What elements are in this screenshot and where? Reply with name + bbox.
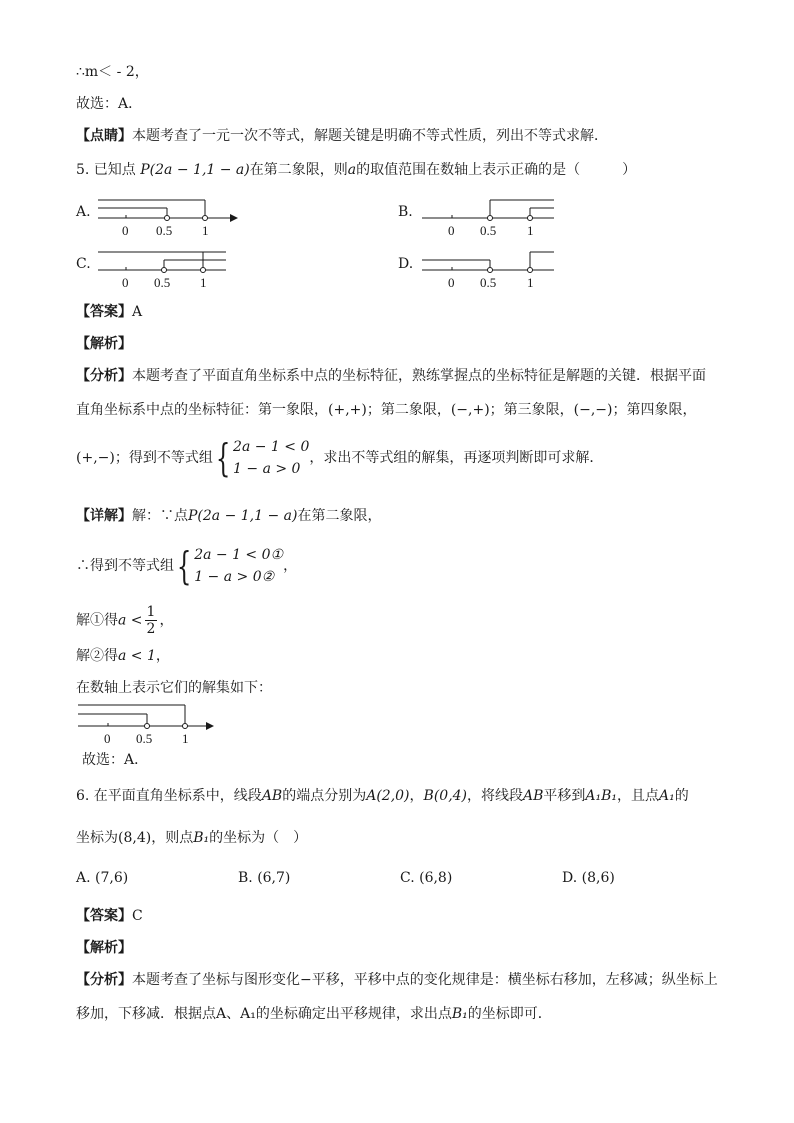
q6-stem-line2: [76, 828, 307, 848]
answer-tag: 【答案】: [76, 908, 132, 924]
comment-text: 本题考查了一元一次不等式，解题关键是明确不等式性质，列出不等式求解．: [132, 128, 608, 144]
q5-stem-end: 的取值范围在数轴上表示正确的是（ ）: [356, 162, 637, 178]
detail-tag: 【详解】: [76, 508, 132, 524]
solution-numberline: [72, 700, 222, 748]
q6-ptB: B(0,4): [423, 788, 468, 804]
ineq-1-marked: 2a − 1 < 0①: [194, 547, 284, 563]
detail-point: P(2a − 1,1 − a): [188, 508, 298, 524]
tick-0: 0: [122, 275, 129, 290]
fenxi-text2a: 移加，下移减．根据点A、A₁的坐标确定出平移规律，求出点: [76, 1006, 452, 1022]
fenxi-text3a: (+,−)；得到不等式组: [76, 450, 213, 466]
q6-fenxi-line2: [76, 1004, 552, 1024]
q6-s1e: ，且点: [617, 788, 660, 804]
brace: {: [215, 436, 231, 480]
q5-fenxi-line3: [76, 436, 603, 480]
solve1-suffix: ，: [159, 612, 174, 629]
q6-s2b: ，则点: [151, 830, 194, 846]
fraction-half: [145, 604, 158, 637]
q6-s1c: ，将线段: [467, 788, 524, 804]
tick-05: 0.5: [154, 275, 171, 290]
answer-value: C: [132, 908, 143, 924]
tick-1: 1: [200, 275, 207, 290]
detail-b: 在第二象限，: [297, 508, 382, 524]
fenxi-text3b: ，求出不等式组的解集，再逐项判断即可求解．: [309, 450, 604, 466]
answer-value: A: [132, 304, 143, 320]
tick-05: 0.5: [480, 275, 497, 290]
q6-option-c: C. (6,8): [400, 870, 453, 886]
q6-answer: [76, 906, 143, 926]
fenxi-text2c: 的坐标即可．: [467, 1006, 552, 1022]
solve1-prefix: 解①得: [76, 612, 118, 629]
ineq-2-marked: 1 − a > 0②: [194, 569, 275, 585]
q4-comment: [76, 126, 608, 146]
q6-s2a: 坐标为: [76, 830, 118, 846]
q5-var: a: [347, 162, 357, 178]
q4-answer-line: 故选：A．: [76, 96, 143, 112]
tick-05: 0.5: [480, 223, 497, 238]
tick-05: 0.5: [156, 223, 173, 238]
option-b-numberline: [418, 188, 568, 244]
option-b-label: B.: [398, 204, 413, 220]
q5-detail: [76, 506, 381, 526]
option-d-label: D.: [398, 256, 414, 272]
q6-stem-line1: 6. 在平面直角坐标系中，线段AB的端点分别为A(2,0)，B(0,4)，将线段AB平移到A₁B₁，且点A₁的: [76, 788, 689, 804]
solve2-suffix: ，: [155, 648, 170, 664]
ineq-1: 2a − 1 < 0: [233, 439, 310, 455]
q6-s2c: 的坐标为（ ）: [209, 830, 308, 846]
answer-tag: 【答案】: [76, 304, 132, 320]
therefore-line: ∴m＜ - 2，: [76, 64, 149, 80]
q6-ptA: A(2,0): [366, 788, 410, 804]
tick-1: 1: [182, 731, 189, 746]
q5-point: P(2a − 1,1 − a): [140, 162, 250, 178]
option-c-numberline: [92, 240, 242, 296]
q5-stem: [76, 160, 636, 180]
q6-seg-b: AB: [523, 788, 544, 804]
q6-option-b: B. (6,7): [238, 870, 291, 886]
q6-s1b: 的端点分别为: [282, 788, 367, 804]
q5-solve1: [76, 604, 173, 637]
tick-1: 1: [527, 275, 534, 290]
ineq-2: 1 − a > 0: [233, 461, 301, 477]
inequality-system-marked: [194, 544, 283, 588]
fenxi-pB1: B₁: [451, 1006, 468, 1022]
frac-num: 1: [146, 604, 156, 620]
frac-den: 2: [146, 621, 156, 637]
tick-05: 0.5: [136, 731, 153, 746]
solve1-rel: a <: [118, 612, 143, 629]
tick-1: 1: [527, 223, 534, 238]
brace: {: [176, 544, 192, 588]
q6-s1d: 平移到: [543, 788, 586, 804]
tick-0: 0: [448, 275, 455, 290]
fenxi-tag: 【分析】: [76, 368, 132, 384]
tick-1: 1: [202, 223, 209, 238]
solve2-rel: a < 1: [118, 648, 156, 664]
q6-s1a: 6. 在平面直角坐标系中，线段: [76, 788, 262, 804]
system-suffix: ，: [283, 558, 298, 574]
fenxi-text1: 本题考查了平面直角坐标系中点的坐标特征，熟练掌握点的坐标特征是解题的关键．根据平面: [132, 368, 706, 384]
detail-a: 解：∵点: [132, 508, 188, 524]
q5-fenxi-line1: [76, 366, 706, 386]
q6-fenxi-line1: [76, 970, 718, 990]
solve2-prefix: 解②得: [76, 648, 118, 664]
q5-fenxi-line2: 直角坐标系中点的坐标特征：第一象限，(+,+)；第二象限，(−,+)；第三象限，(−,−)；第四象限，: [76, 402, 697, 418]
q6-seg2: A₁B₁: [585, 788, 618, 804]
numline-intro: 在数轴上表示它们的解集如下：: [76, 680, 272, 696]
q6-pB1: B₁: [193, 830, 210, 846]
inequality-system: [233, 436, 309, 480]
option-d-numberline: [418, 240, 568, 296]
q6-option-a: A. (7,6): [76, 870, 129, 886]
tick-0: 0: [122, 223, 129, 238]
q5-final-answer: 故选：A．: [82, 752, 149, 768]
option-c-label: C.: [76, 256, 91, 272]
comment-tag: 【点睛】: [76, 128, 132, 144]
q6-analysis-tag: 【解析】: [76, 940, 132, 956]
option-a-label: A.: [76, 204, 91, 220]
system-prefix: ∴得到不等式组: [76, 558, 174, 574]
q5-stem-prefix: 5. 已知点: [76, 162, 136, 178]
q5-solve2: [76, 646, 170, 666]
q5-answer: [76, 302, 142, 322]
q6-pA1: A₁: [659, 788, 675, 804]
q5-stem-suffix: 在第二象限，则: [249, 162, 348, 178]
fenxi-text1: 本题考查了坐标与图形变化−平移，平移中点的变化规律是：横坐标右移加，左移减；纵坐标上: [132, 972, 718, 988]
q6-s1f: 的: [674, 788, 689, 804]
q6-seg: AB: [261, 788, 283, 804]
option-a-numberline: [92, 188, 242, 244]
q6-coordA1: (8,4): [118, 830, 152, 846]
q5-analysis-tag: 【解析】: [76, 336, 132, 352]
fenxi-tag: 【分析】: [76, 972, 132, 988]
tick-0: 0: [448, 223, 455, 238]
q6-option-d: D. (8,6): [562, 870, 615, 886]
tick-0: 0: [104, 731, 111, 746]
q5-system-line: [76, 544, 297, 588]
